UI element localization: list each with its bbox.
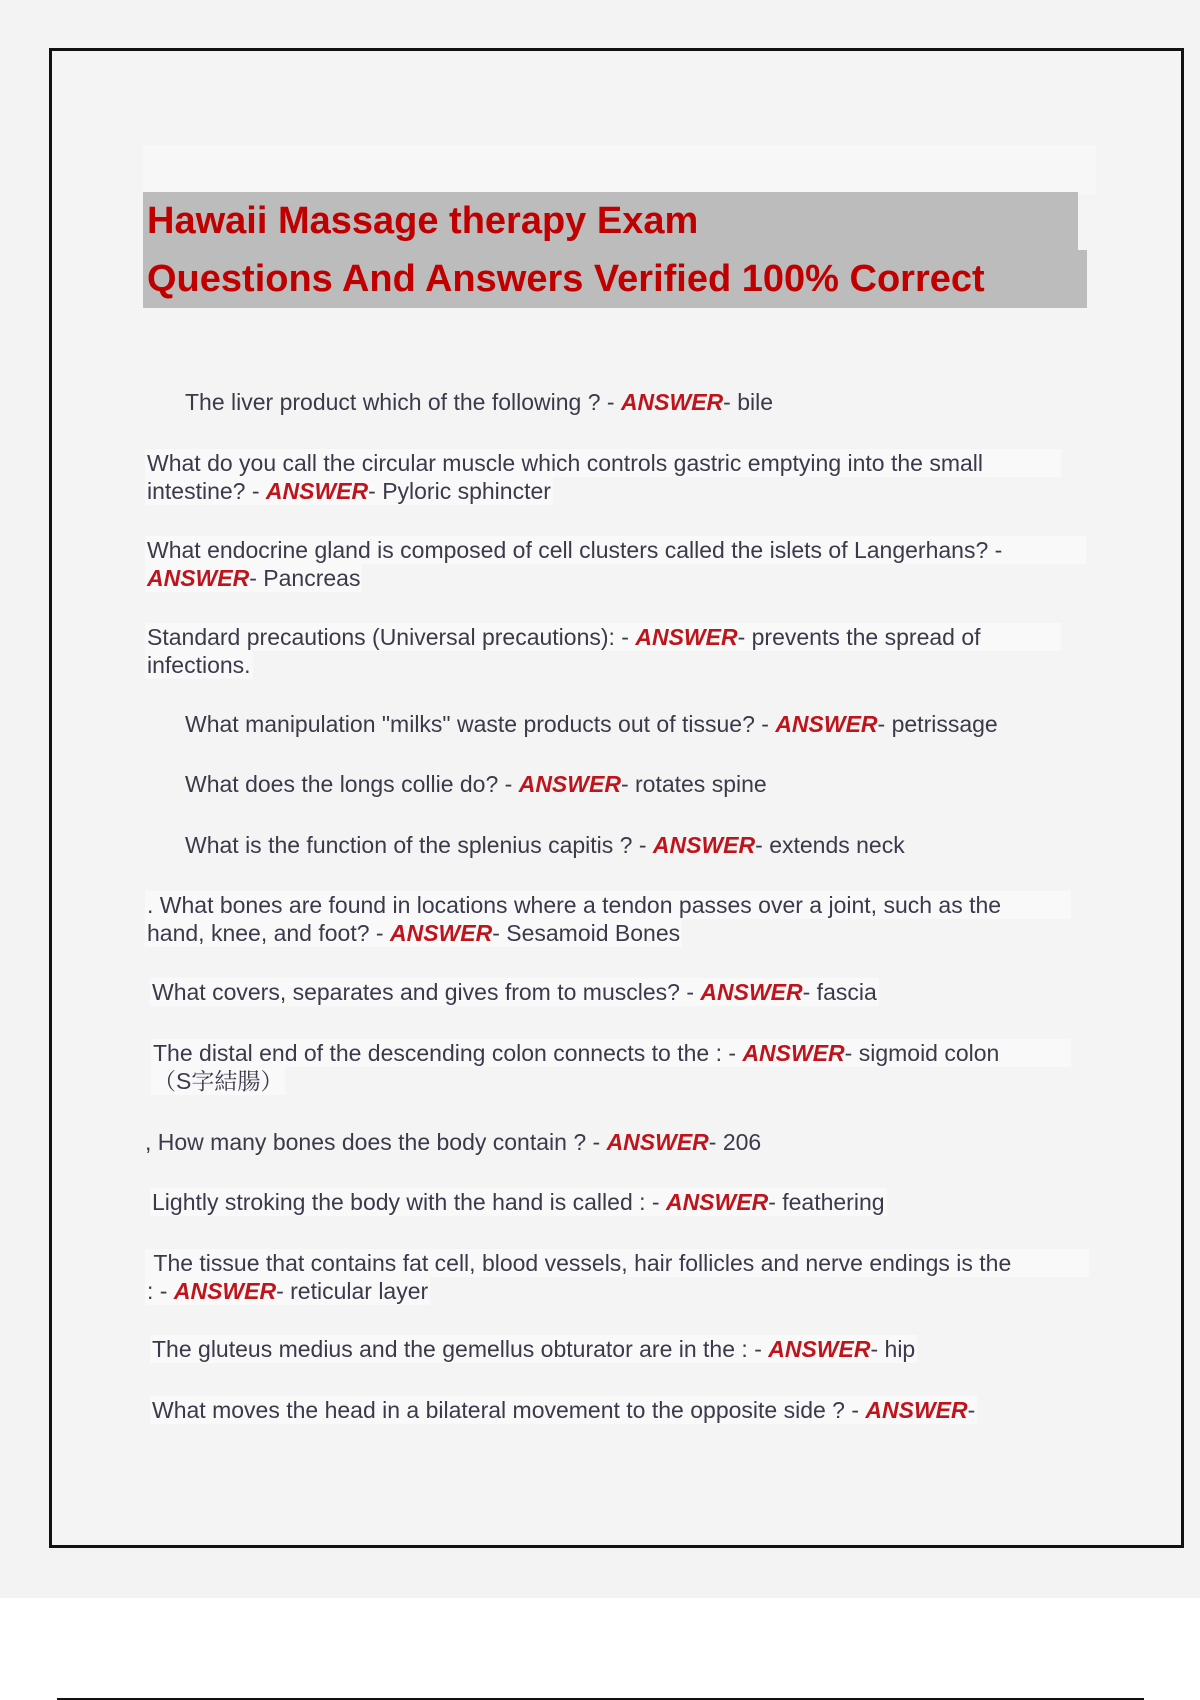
qa-item <box>145 1249 1085 1305</box>
question-text: Lightly stroking the body with the hand is called : - ANSWER- feathering <box>152 1189 885 1215</box>
answer-text: - bile <box>723 389 774 415</box>
answer-text: - sigmoid colon <box>844 1040 1000 1066</box>
answer-label: ANSWER <box>518 771 621 797</box>
qa-item <box>150 1335 1090 1363</box>
question-text: What endocrine gland is composed of cell clusters called the islets of Langerhans? - <box>145 536 1086 564</box>
qa-item <box>150 1396 1090 1424</box>
qa-item <box>150 1188 1090 1216</box>
question-text: What is the function of the splenius capitis ? - ANSWER- extends neck <box>185 832 905 858</box>
answer-line: hand, knee, and foot? - ANSWER- Sesamoid Bones <box>147 920 681 946</box>
qa-item <box>151 1039 1091 1095</box>
answer-label: ANSWER <box>147 565 250 591</box>
answer-label: ANSWER <box>768 1336 871 1362</box>
answer-text: - feathering <box>768 1189 885 1215</box>
answer-text: - fascia <box>802 979 877 1005</box>
question-text: , How many bones does the body contain ? - ANSWER- 206 <box>145 1129 762 1155</box>
question-text: The tissue that contains fat cell, blood vessels, hair follicles and nerve endings is the <box>145 1249 1089 1277</box>
qa-item <box>145 1128 1085 1156</box>
answer-text: - <box>967 1397 976 1423</box>
answer-line <box>145 564 362 592</box>
answer-text: - 206 <box>708 1129 762 1155</box>
title-top-band <box>143 145 1096 195</box>
answer-line: : - ANSWER- reticular layer <box>147 1278 429 1304</box>
answer-continuation: （S字結腸） <box>153 1068 284 1094</box>
question-text: What moves the head in a bilateral movement to the opposite side ? - ANSWER- <box>152 1397 976 1423</box>
answer-text: - rotates spine <box>620 771 767 797</box>
question-text: What does the longs collie do? - ANSWER- rotates spine <box>185 771 767 797</box>
page-footer-area <box>0 1598 1200 1700</box>
document-title <box>143 192 1083 308</box>
answer-text: - reticular layer <box>276 1278 429 1304</box>
answer-label: ANSWER <box>775 711 878 737</box>
answer-continuation: infections. <box>147 652 251 678</box>
question-text: Standard precautions (Universal precautions): - ANSWER- prevents the spread of <box>145 623 1061 651</box>
question-text: What do you call the circular muscle which controls gastric emptying into the small <box>145 449 1061 477</box>
qa-item <box>185 710 1125 738</box>
qa-item <box>145 449 1085 505</box>
answer-text: - hip <box>870 1336 916 1362</box>
qa-item <box>185 770 1125 798</box>
answer-text: - extends neck <box>755 832 905 858</box>
answer-label: ANSWER <box>620 389 724 415</box>
question-text: The distal end of the descending colon connects to the : - ANSWER- sigmoid colon <box>151 1039 1071 1067</box>
qa-item <box>150 978 1090 1006</box>
answer-text: - Pyloric sphincter <box>368 478 551 504</box>
qa-item <box>145 536 1085 592</box>
answer-line: intestine? - ANSWER- Pyloric sphincter <box>147 478 551 504</box>
qa-item <box>185 388 1125 416</box>
answer-label: ANSWER <box>742 1040 845 1066</box>
question-text: What manipulation "milks" waste products out of tissue? - ANSWER- petrissage <box>185 711 998 737</box>
answer-label: ANSWER <box>265 478 369 504</box>
answer-label: ANSWER <box>700 979 803 1005</box>
question-text: The gluteus medius and the gemellus obturator are in the : - ANSWER- hip <box>152 1336 916 1362</box>
question-text: . What bones are found in locations where a tendon passes over a joint, such as the <box>145 891 1071 919</box>
answer-label: ANSWER <box>606 1129 709 1155</box>
answer-text: - Sesamoid Bones <box>492 920 681 946</box>
answer-label: ANSWER <box>173 1278 277 1304</box>
answer-label: ANSWER <box>635 624 738 650</box>
qa-item <box>145 891 1085 947</box>
answer-label: ANSWER <box>865 1397 968 1423</box>
question-text: The liver product which of the following ? - ANSWER- bile <box>185 389 774 415</box>
title-line-1: Hawaii Massage therapy Exam <box>143 192 1078 250</box>
question-text: What covers, separates and gives from to muscles? - ANSWER- fascia <box>152 979 877 1005</box>
answer-label: ANSWER <box>652 832 756 858</box>
answer-label: ANSWER <box>389 920 493 946</box>
qa-item <box>185 831 1125 859</box>
title-line-2: Questions And Answers Verified 100% Correct <box>143 250 1087 308</box>
qa-item <box>145 623 1085 679</box>
answer-text: - Pancreas <box>249 565 361 591</box>
answer-text: - petrissage <box>877 711 998 737</box>
answer-text: - prevents the spread of <box>737 624 981 650</box>
answer-label: ANSWER <box>665 1189 769 1215</box>
